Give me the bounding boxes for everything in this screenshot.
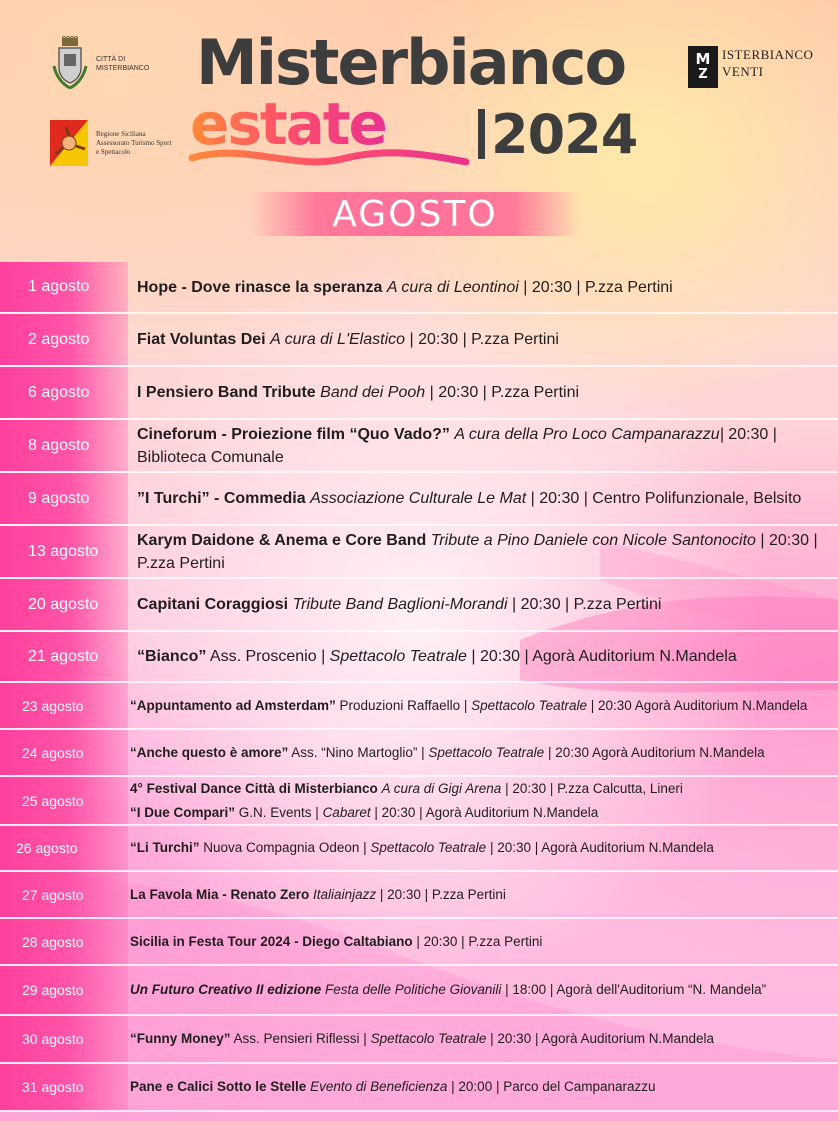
- event-date: 21 agosto: [0, 632, 128, 681]
- event-description: [137, 314, 826, 365]
- trinacria-icon: [50, 120, 88, 166]
- event-title: Un Futuro Creativo II edizione: [130, 982, 322, 997]
- event-description: [137, 632, 826, 681]
- event-organizer: G.N. Events |: [235, 804, 323, 820]
- event-description: [137, 262, 826, 312]
- event-title: I Pensiero Band Tribute: [137, 384, 316, 401]
- event-date: 31 agosto: [0, 1064, 128, 1110]
- event-time-place: | 20:30 Agorà Auditorium N.Mandela: [586, 697, 808, 713]
- event-date: 27 agosto: [0, 872, 128, 917]
- event-date: 13 agosto: [0, 526, 128, 577]
- event-detail: A cura della Pro Loco Campanarazzu|: [454, 425, 724, 443]
- event-time-place: | 20:30 | Centro Polifunzionale, Belsito: [526, 490, 802, 507]
- eventi-logo-line-1: ISTERBIANCO: [722, 47, 814, 62]
- event-detail: A cura di Gigi Arena: [381, 780, 502, 796]
- event-time-place: | 20:30 | P.zza Pertini: [137, 531, 818, 572]
- event-date: 20 agosto: [0, 579, 128, 630]
- event-date: 29 agosto: [0, 966, 128, 1014]
- event-date: 25 agosto: [0, 777, 128, 824]
- month-label: AGOSTO: [332, 193, 498, 235]
- event-detail: Festa delle Politiche Giovanili: [321, 982, 502, 997]
- event-description: [137, 367, 826, 418]
- event-detail: Spettacolo Teatrale: [370, 840, 487, 855]
- event-row: [0, 473, 838, 526]
- event-row: [0, 777, 838, 826]
- event-line-1: [130, 779, 683, 799]
- event-organizer: Ass. “Nino Martoglio” |: [288, 744, 429, 760]
- event-description: [137, 526, 826, 577]
- event-organizer: Ass. Proscenio |: [206, 648, 330, 665]
- event-organizer: Nuova Compagnia Odeon |: [199, 840, 371, 855]
- event-row: [0, 579, 838, 632]
- event-date: 30 agosto: [0, 1016, 128, 1062]
- event-title: La Favola Mia - Renato Zero: [130, 886, 310, 902]
- event-organizer: Ass. Pensieri Riflessi |: [230, 1031, 371, 1046]
- month-banner: [250, 192, 580, 236]
- event-title: Hope - Dove rinasce la speranza: [137, 278, 383, 296]
- city-logo: [50, 36, 166, 92]
- event-row: [0, 966, 838, 1016]
- event-description: [130, 683, 826, 728]
- year-label: [478, 104, 637, 166]
- event-detail: Spettacolo Teatrale: [471, 697, 587, 713]
- event-line-2: [130, 803, 683, 823]
- event-description: [130, 1064, 826, 1110]
- city-logo-text: CITTÀ DI MISTERBIANCO: [96, 56, 150, 72]
- event-date: 28 agosto: [0, 919, 128, 964]
- event-detail: Italiainjazz: [309, 886, 377, 902]
- event-row: [0, 526, 838, 579]
- event-title: “Funny Money”: [130, 1031, 231, 1046]
- event-row: [0, 262, 838, 314]
- event-title: ”I Turchi” - Commedia: [137, 490, 306, 507]
- event-description: [130, 966, 826, 1014]
- event-row: [0, 683, 838, 730]
- city-crest-icon: [50, 36, 90, 92]
- eventi-logo: [688, 46, 813, 88]
- year-text: 2024: [491, 103, 638, 166]
- event-description: [130, 1016, 826, 1062]
- event-row: [0, 314, 838, 367]
- event-time-place: | 20:30 | P.zza Pertini: [412, 933, 543, 949]
- eventi-logo-mark: [688, 46, 718, 88]
- event-row: [0, 872, 838, 919]
- event-row: [0, 1016, 838, 1064]
- event-detail: A cura di L'Elastico: [270, 331, 406, 348]
- event-detail: Tribute Band Baglioni-Morandi: [292, 596, 508, 613]
- event-row: [0, 730, 838, 777]
- event-description: [137, 579, 826, 630]
- event-title: Karym Daidone & Anema e Core Band: [137, 531, 427, 549]
- event-detail: Tribute a Pino Daniele con Nicole Santonocito: [430, 531, 756, 549]
- event-time-place: | 18:00 | Agorà dell'Auditorium “N. Mandela”: [501, 982, 767, 997]
- event-title: Fiat Voluntas Dei: [137, 331, 266, 348]
- event-date: 23 agosto: [0, 683, 128, 728]
- event-title: 4° Festival Dance Città di Misterbianco: [130, 780, 378, 796]
- event-time-place: | 20:30 | Agorà Auditorium N.Mandela: [466, 648, 737, 665]
- event-title: “Appuntamento ad Amsterdam”: [130, 697, 336, 713]
- eventi-logo-line-2: VENTI: [722, 64, 764, 79]
- event-date: 1 agosto: [0, 262, 128, 312]
- event-detail: Spettacolo Teatrale: [370, 1031, 487, 1046]
- event-row: [0, 367, 838, 420]
- event-date: 9 agosto: [0, 473, 128, 524]
- region-logo: [50, 120, 176, 166]
- event-description: [137, 473, 826, 524]
- event-detail: Band dei Pooh: [320, 384, 426, 401]
- event-organizer: Produzioni Raffaello |: [335, 697, 472, 713]
- event-time-place: | 20:30 Agorà Auditorium N.Mandela: [544, 744, 765, 760]
- event-time-place: | 20:30 | P.zza Calcutta, Lineri: [501, 780, 683, 796]
- event-time-place: | 20:00 | Parco del Campanarazzu: [447, 1079, 656, 1094]
- eventi-logo-z-icon: Z: [698, 67, 708, 82]
- event-row: [0, 826, 838, 872]
- event-title: Sicilia in Festa Tour 2024 - Diego Caltabiano: [130, 933, 413, 949]
- event-row: [0, 919, 838, 966]
- event-date: 24 agosto: [0, 730, 128, 775]
- event-description: [130, 919, 826, 964]
- event-detail: Evento di Beneficienza: [306, 1079, 448, 1094]
- eventi-logo-text: [722, 46, 813, 80]
- event-title: “I Due Compari”: [130, 804, 236, 820]
- estate-word: estate: [190, 92, 386, 158]
- event-title: “Li Turchi”: [130, 840, 200, 855]
- event-title: “Anche questo è amore”: [130, 744, 289, 760]
- page-title: Misterbianco: [196, 26, 626, 99]
- event-time-place: | 20:30 | Agorà Auditorium N.Mandela: [486, 1031, 715, 1046]
- event-date: 2 agosto: [0, 314, 128, 365]
- event-row: [0, 632, 838, 683]
- event-time-place: | 20:30 | P.zza Pertini: [376, 886, 506, 902]
- event-detail: Associazione Culturale Le Mat: [310, 490, 527, 507]
- region-logo-text: Regione Siciliana Assessorato Turismo Sport e Spettacolo: [96, 129, 172, 156]
- event-detail: Spettacolo Teatrale: [329, 648, 467, 665]
- event-time-place: | 20:30 | P.zza Pertini: [425, 384, 580, 401]
- event-date: 6 agosto: [0, 367, 128, 418]
- event-description: [130, 777, 826, 824]
- eventi-logo-letter: M: [695, 50, 711, 68]
- event-time-place: | 20:30 | Agorà Auditorium N.Mandela: [370, 804, 599, 820]
- event-row: [0, 1064, 838, 1112]
- event-title: Capitani Coraggiosi: [137, 596, 289, 613]
- event-time-place: | 20:30 | P.zza Pertini: [405, 331, 559, 348]
- event-date: 8 agosto: [0, 420, 128, 471]
- event-time-place: | 20:30 | P.zza Pertini: [507, 596, 662, 613]
- event-detail: Spettacolo Teatrale: [428, 744, 545, 760]
- event-time-place: | 20:30 | P.zza Pertini: [518, 278, 673, 296]
- event-description: [130, 872, 826, 917]
- estate-wordmark: [186, 92, 476, 174]
- event-time-place: 20:30 | Biblioteca Comunale: [137, 425, 777, 466]
- event-row: [0, 420, 838, 473]
- event-detail: Cabaret: [322, 804, 371, 820]
- event-title: “Bianco”: [137, 648, 207, 665]
- event-detail: A cura di Leontinoi: [386, 278, 519, 296]
- event-title: Cineforum - Proiezione film “Quo Vado?”: [137, 425, 450, 443]
- event-date: 26 agosto: [0, 826, 128, 870]
- event-description: [130, 826, 826, 870]
- event-description: [130, 730, 826, 775]
- event-time-place: | 20:30 | Agorà Auditorium N.Mandela: [486, 840, 714, 855]
- event-description: [137, 420, 826, 471]
- event-title: Pane e Calici Sotto le Stelle: [130, 1079, 307, 1094]
